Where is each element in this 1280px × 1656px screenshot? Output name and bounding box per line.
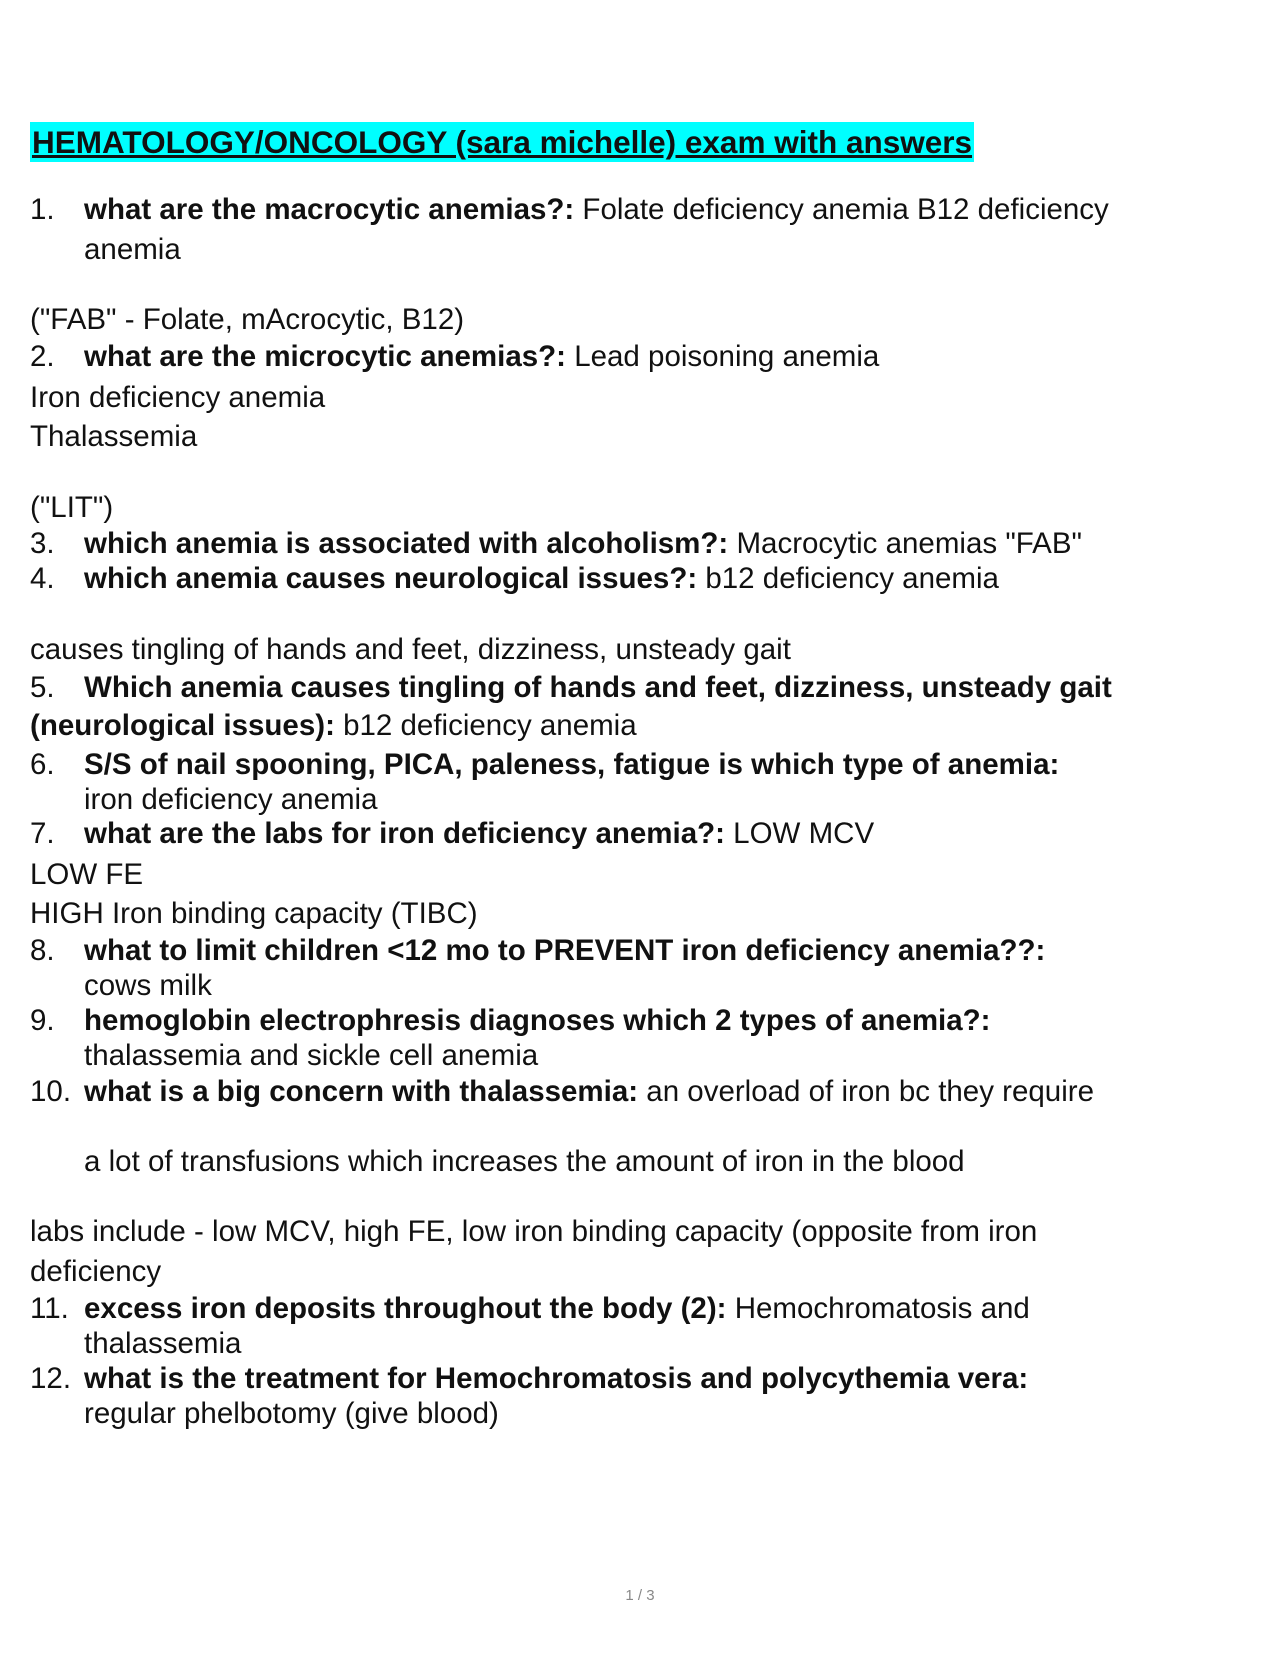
item-number: 10. bbox=[30, 1075, 72, 1108]
question: excess iron deposits throughout the body (2): bbox=[84, 1292, 727, 1325]
answer: an overload of iron bc they require bbox=[638, 1075, 1094, 1108]
answer-continuation: thalassemia and sickle cell anemia bbox=[84, 1039, 539, 1072]
question: what are the microcytic anemias?: bbox=[84, 340, 567, 373]
question: hemoglobin electrophresis diagnoses which 2 types of anemia?: bbox=[84, 1004, 991, 1037]
question: what are the labs for iron deficiency anemia?: bbox=[84, 817, 725, 850]
item-number: 3. bbox=[30, 527, 55, 560]
list-item bbox=[84, 1075, 1094, 1109]
answer-line: Iron deficiency anemia bbox=[30, 381, 326, 414]
list-item bbox=[84, 1004, 991, 1038]
item-number: 6. bbox=[30, 748, 55, 781]
note: deficiency bbox=[30, 1255, 162, 1288]
item-number: 5. bbox=[30, 671, 55, 704]
page-title: HEMATOLOGY/ONCOLOGY (sara michelle) exam with answers bbox=[32, 124, 973, 160]
answer: Macrocytic anemias "FAB" bbox=[728, 527, 1083, 560]
answer-continuation: anemia bbox=[84, 233, 181, 266]
note: labs include - low MCV, high FE, low iron binding capacity (opposite from iron bbox=[30, 1215, 1038, 1248]
item-number: 7. bbox=[30, 817, 55, 850]
list-item-continuation bbox=[30, 709, 637, 743]
note: ("FAB" - Folate, mAcrocytic, B12) bbox=[30, 303, 465, 336]
answer: LOW MCV bbox=[724, 817, 875, 850]
list-item bbox=[84, 748, 1059, 782]
item-number: 8. bbox=[30, 934, 55, 967]
question: which anemia causes neurological issues?: bbox=[84, 562, 698, 595]
question: which anemia is associated with alcoholism?: bbox=[84, 527, 729, 560]
item-number: 11. bbox=[30, 1292, 69, 1325]
item-number: 4. bbox=[30, 562, 55, 595]
question: (neurological issues): bbox=[30, 709, 335, 742]
answer-line: HIGH Iron binding capacity (TIBC) bbox=[30, 897, 478, 930]
answer: Hemochromatosis and bbox=[726, 1292, 1030, 1325]
list-item bbox=[84, 671, 1112, 705]
note: ("LIT") bbox=[30, 491, 114, 524]
answer-continuation: thalassemia bbox=[84, 1327, 242, 1360]
question: what to limit children <12 mo to PREVENT iron deficiency anemia??: bbox=[84, 934, 1046, 967]
list-item bbox=[84, 562, 999, 596]
list-item bbox=[84, 527, 1082, 561]
list-item bbox=[84, 817, 874, 851]
answer-line: LOW FE bbox=[30, 858, 144, 891]
answer-line: Thalassemia bbox=[30, 420, 198, 453]
question: what are the macrocytic anemias?: bbox=[84, 193, 575, 226]
item-number: 1. bbox=[30, 193, 55, 226]
question: Which anemia causes tingling of hands and feet, dizziness, unsteady gait bbox=[84, 671, 1112, 704]
answer: b12 deficiency anemia bbox=[697, 562, 999, 595]
list-item bbox=[84, 1362, 1028, 1396]
question: what is the treatment for Hemochromatosis and polycythemia vera: bbox=[84, 1362, 1029, 1395]
item-number: 2. bbox=[30, 340, 55, 373]
list-item bbox=[84, 934, 1045, 968]
question: S/S of nail spooning, PICA, paleness, fatigue is which type of anemia: bbox=[84, 748, 1060, 781]
answer-continuation: iron deficiency anemia bbox=[84, 783, 378, 816]
list-item bbox=[84, 1292, 1030, 1326]
question: what is a big concern with thalassemia: bbox=[84, 1075, 639, 1108]
answer: Folate deficiency anemia B12 deficiency bbox=[574, 193, 1109, 226]
item-number: 9. bbox=[30, 1004, 55, 1037]
answer-continuation: regular phelbotomy (give blood) bbox=[84, 1397, 499, 1430]
list-item bbox=[84, 193, 1109, 227]
page-number: 1 / 3 bbox=[625, 1587, 655, 1604]
answer-continuation: a lot of transfusions which increases the amount of iron in the blood bbox=[84, 1145, 965, 1178]
list-item bbox=[84, 340, 879, 374]
answer: Lead poisoning anemia bbox=[566, 340, 880, 373]
answer: b12 deficiency anemia bbox=[334, 709, 637, 742]
note: causes tingling of hands and feet, dizziness, unsteady gait bbox=[30, 633, 791, 666]
item-number: 12. bbox=[30, 1362, 72, 1395]
answer-continuation: cows milk bbox=[84, 969, 212, 1002]
